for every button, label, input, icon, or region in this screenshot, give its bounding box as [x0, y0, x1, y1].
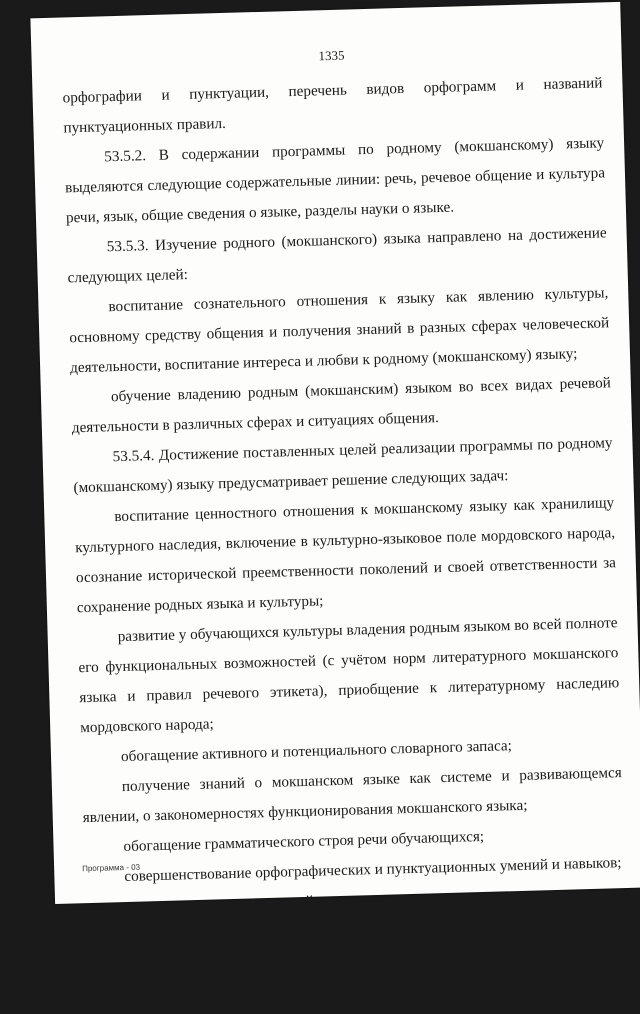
paragraph: воспитание ценностного отношения к мокшанскому языку как хранилищу культурного наследия, включение в культурно-языковое поле мордовского народа, осознание исторической преемственности поколений и своей ответственности за сохранение родных языка и культуры; [74, 494, 617, 617]
page-footer: Программа - 03 [82, 862, 141, 874]
paragraph: развитие у обучающихся культуры владения родным языком во всей полноте его функциональных возможностей (с учётом норм литературного мокшанского языка и правил речевого этикета), приобщение к литературному наследию мордовского народа; [78, 614, 620, 737]
paragraph: обогащение грамматического строя речи обучающихся; [123, 827, 485, 856]
paragraph: орфографии и пунктуации, перечень видов орфограмм и названий пунктуационных правил. [62, 74, 603, 137]
paragraph: 53.5.2. В содержании программы по родному (мокшанскому) языку выделяются следующие содержательные линии: речь, речевое общение и культура речи, язык, общие сведения о языке, разделы науки о языке. [64, 134, 606, 227]
page-content [61, 38, 628, 1013]
paragraph-list [62, 68, 628, 1013]
paragraph: развитие всех видов речевой деятельности: чтение, аудирование, говорение, письмо. [85, 884, 626, 947]
paragraph: воспитание сознательного отношения к языку как явлению культуры, основному средству общения и получения знаний в разных сферах человеческой деятельности, воспитание интереса и любви к родному (мокшанскому) языку; [69, 284, 610, 377]
paragraph: совершенствование орфографических и пунктуационных умений и навыков; [124, 854, 622, 886]
paragraph: 53.5.4. Достижение поставленных целей реализации программы по родному (мокшанскому) языку предусматривает решение следующих задач: [73, 434, 613, 497]
paragraph: 53.5.5. Общее число часов, рекомендованных для изучения родного (мокшанского) языка, – 340 часов: в 5 классе – 68 часов (2 часа в неделю), [87, 944, 627, 1007]
paragraph: 53.5.3. Изучение родного (мокшанского) языка направлено на достижение следующих целей: [67, 224, 607, 287]
paragraph: обогащение активного и потенциального словарного запаса; [120, 737, 513, 766]
paragraph: обучение владению родным (мокшанским) языком во всех видах речевой деятельности в различных сферах и ситуациях общения. [71, 374, 612, 437]
document-page [30, 2, 640, 1007]
page-number: 1335 [318, 47, 345, 64]
paragraph: получение знаний о мокшанском языке как системе и развивающемся явлении, о закономерностях функционирования мокшанского языка; [82, 764, 622, 827]
